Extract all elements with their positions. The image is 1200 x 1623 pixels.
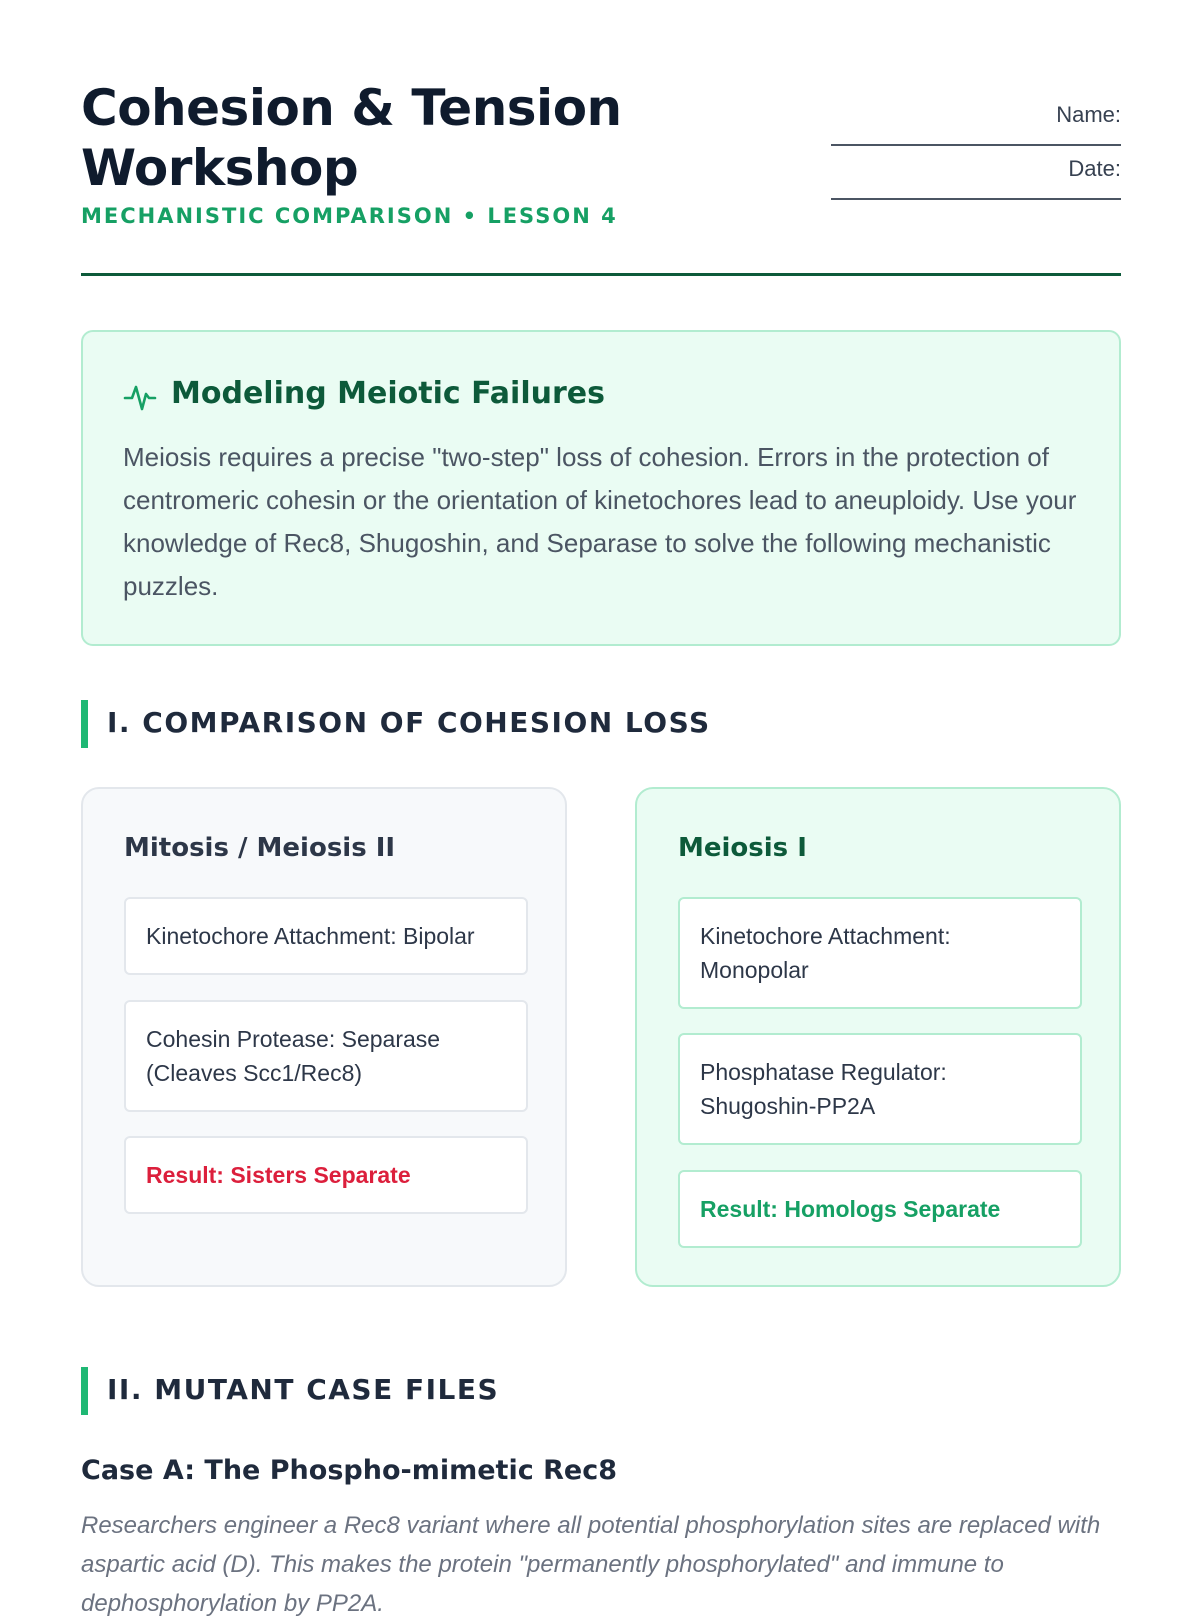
- section-title: II. MUTANT CASE FILES: [107, 1373, 500, 1406]
- date-label: Date:: [1068, 156, 1121, 181]
- section-comparison-header: [81, 700, 1121, 748]
- card-title: Mitosis / Meiosis II: [124, 833, 396, 863]
- case-a-description: Researchers engineer a Rec8 variant where all potential phosphorylation sites are replaced with aspartic acid (D). This makes the protein "permanently phosphorylated" and immune to dephosphorylation by PP2A.: [81, 1512, 1101, 1617]
- activity-pulse-icon: [123, 380, 157, 414]
- date-blank[interactable]: [831, 184, 1121, 200]
- case-a-title: Case A: The Phospho-mimetic Rec8: [81, 1455, 617, 1486]
- fact-phosphatase: Phosphatase Regulator: Shugoshin-PP2A: [678, 1033, 1082, 1145]
- page-title: Cohesion & Tension Workshop: [81, 79, 622, 197]
- student-info: [831, 100, 1121, 208]
- section-accent-bar: [81, 700, 88, 748]
- result-homologs: Result: Homologs Separate: [678, 1170, 1082, 1248]
- result-sisters: Result: Sisters Separate: [124, 1136, 528, 1214]
- meiosis-card: [635, 787, 1121, 1287]
- intro-text: Meiosis requires a precise "two-step" loss of cohesion. Errors in the protection of centromeric cohesin or the orientation of kinetochores lead to aneuploidy. Use your knowledge of Rec8, Shugoshin, and Separase to solve the following mechanistic puzzles.: [123, 442, 1077, 601]
- fact-protease: Cohesin Protease: Separase (Cleaves Scc1/Rec8): [124, 1000, 528, 1112]
- worksheet-header: [81, 78, 1121, 278]
- fact-attachment: Kinetochore Attachment: Bipolar: [124, 897, 528, 975]
- section-accent-bar: [81, 1367, 88, 1415]
- mitosis-card: [81, 787, 567, 1287]
- intro-title: Modeling Meiotic Failures: [171, 376, 605, 411]
- lesson-subtitle: MECHANISTIC COMPARISON • LESSON 4: [81, 204, 618, 228]
- name-label: Name:: [1056, 102, 1121, 127]
- card-title: Meiosis I: [678, 833, 807, 863]
- name-blank[interactable]: [831, 130, 1121, 146]
- section-cases-header: [81, 1367, 1121, 1415]
- header-divider: [81, 273, 1121, 276]
- intro-card: [81, 330, 1121, 646]
- section-title: I. COMPARISON OF COHESION LOSS: [107, 706, 711, 739]
- fact-attachment: Kinetochore Attachment: Monopolar: [678, 897, 1082, 1009]
